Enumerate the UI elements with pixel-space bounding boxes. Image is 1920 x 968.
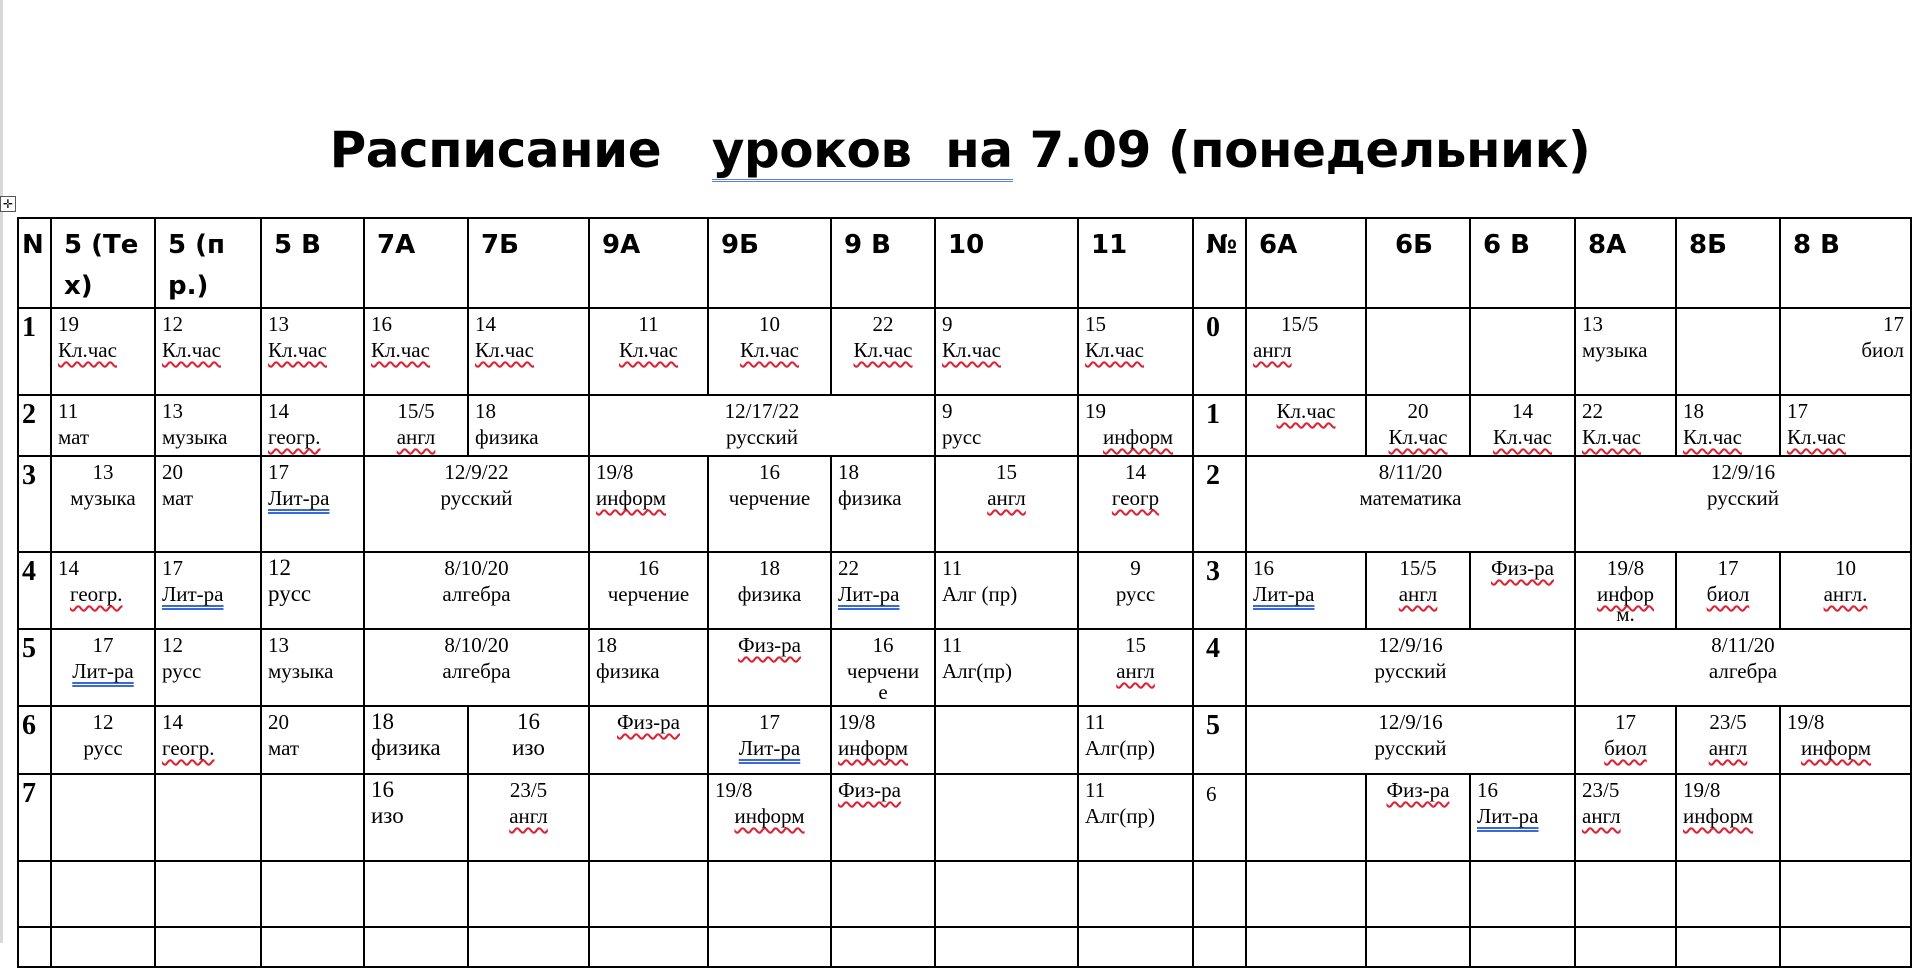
header-cell-6a: 6А — [1246, 218, 1366, 308]
table-row-empty — [18, 861, 1911, 927]
header-cell-8v: 8 В — [1780, 218, 1911, 308]
lesson-cell: 17 Кл.час — [1780, 395, 1911, 456]
table-row — [18, 395, 1911, 456]
lesson-cell: 23/5 англ — [1575, 774, 1676, 861]
lesson-number: 7 — [18, 774, 51, 861]
table-row-empty — [18, 927, 1911, 967]
lesson-cell: 18 физика — [468, 395, 589, 456]
lesson-number: 1 — [18, 308, 51, 395]
lesson-cell: 13 музыка — [155, 395, 261, 456]
header-cell-5-pr: 5 (пр.) — [155, 218, 261, 308]
lesson-cell: 16 Лит-ра — [1470, 774, 1575, 861]
lesson-cell: 9 русс — [935, 395, 1078, 456]
lesson-cell: 19/8 инфор м. — [1575, 552, 1676, 629]
lesson-cell: 9 русс — [1078, 552, 1193, 629]
lesson-cell: 16 черчение — [589, 552, 708, 629]
lesson-cell: 12 русс — [155, 629, 261, 706]
header-row — [18, 218, 1911, 308]
lesson-cell: 15/5 англ — [364, 395, 468, 456]
table-row — [18, 774, 1911, 861]
header-cell-6v: 6 В — [1470, 218, 1575, 308]
lesson-cell: 18 физика — [708, 552, 831, 629]
lesson-cell: 11 Кл.час — [589, 308, 708, 395]
header-cell-5-tech: 5 (Тех) — [51, 218, 155, 308]
lesson-number-right: 5 — [1193, 706, 1246, 774]
lesson-cell: 12 русс — [51, 706, 155, 774]
header-cell-9v: 9 В — [831, 218, 935, 308]
lesson-cell — [935, 774, 1078, 861]
lesson-cell: 19/8 информ — [708, 774, 831, 861]
lesson-number-right: 4 — [1193, 629, 1246, 706]
lesson-cell: 15/5 англ — [1366, 552, 1470, 629]
lesson-cell: 18 физика — [831, 456, 935, 552]
lesson-cell: 9 Кл.час — [935, 308, 1078, 395]
lesson-cell: Физ-ра — [589, 706, 708, 774]
title-part-2: уроков на — [712, 121, 1013, 182]
lesson-cell — [1246, 774, 1366, 861]
lesson-cell — [1470, 308, 1575, 395]
lesson-cell: 11 Алг(пр) — [1078, 774, 1193, 861]
lesson-cell: 23/5 англ — [468, 774, 589, 861]
lesson-cell: 14 геогр — [1078, 456, 1193, 552]
lesson-number: 3 — [18, 456, 51, 552]
lesson-cell: 19/8 информ — [589, 456, 708, 552]
lesson-cell: 10 Кл.час — [708, 308, 831, 395]
lesson-cell: Физ-ра — [1366, 774, 1470, 861]
header-cell-no: № — [1193, 218, 1246, 308]
lesson-cell-merged: 8/11/20 математика — [1246, 456, 1575, 552]
lesson-cell: 22 Лит-ра — [831, 552, 935, 629]
header-cell-10: 10 — [935, 218, 1078, 308]
lesson-cell: 12 Кл.час — [155, 308, 261, 395]
lesson-cell: 20 Кл.час — [1366, 395, 1470, 456]
lesson-cell: 18 физика — [589, 629, 708, 706]
table-row — [18, 706, 1911, 774]
lesson-number-right: 1 — [1193, 395, 1246, 456]
header-cell-11: 11 — [1078, 218, 1193, 308]
lesson-cell: 15 Кл.час — [1078, 308, 1193, 395]
lesson-cell: 23/5 англ — [1676, 706, 1780, 774]
lesson-cell: 12 русс — [261, 552, 364, 629]
lesson-cell: 11 Алг (пр) — [935, 552, 1078, 629]
lesson-cell: 16 изо — [364, 774, 468, 861]
header-cell-8a: 8А — [1575, 218, 1676, 308]
lesson-cell: 13 музыка — [1575, 308, 1676, 395]
lesson-cell-merged: 8/10/20 алгебра — [364, 629, 589, 706]
lesson-cell: Физ-ра — [1470, 552, 1575, 629]
lesson-cell: 17 биол — [1780, 308, 1911, 395]
lesson-cell — [261, 774, 364, 861]
lesson-cell: 11 Алг(пр) — [935, 629, 1078, 706]
lesson-cell: 13 музыка — [51, 456, 155, 552]
lesson-cell: 16 черчени е — [831, 629, 935, 706]
lesson-cell: 20 мат — [261, 706, 364, 774]
lesson-cell-merged: 8/10/20 алгебра — [364, 552, 589, 629]
lesson-cell: 15 англ — [1078, 629, 1193, 706]
lesson-cell: 19/8 информ — [1676, 774, 1780, 861]
lesson-cell: 17 Лит-ра — [51, 629, 155, 706]
lesson-cell: 13 Кл.час — [261, 308, 364, 395]
lesson-cell: 18 физика — [364, 706, 468, 774]
lesson-cell: 14 геогр. — [51, 552, 155, 629]
lesson-cell-merged: 12/9/16 русский — [1246, 629, 1575, 706]
schedule-table — [17, 217, 1912, 968]
lesson-number: 4 — [18, 552, 51, 629]
lesson-cell: Физ-ра — [831, 774, 935, 861]
lesson-number-right: 6 — [1193, 774, 1246, 861]
table-row — [18, 456, 1911, 552]
lesson-cell: 16 Лит-ра — [1246, 552, 1366, 629]
lesson-cell: 11 мат — [51, 395, 155, 456]
lesson-cell: 15/5 англ — [1246, 308, 1366, 395]
lesson-cell: Кл.час — [1246, 395, 1366, 456]
table-row — [18, 308, 1911, 395]
lesson-number: 2 — [18, 395, 51, 456]
lesson-cell: 19 Кл.час — [51, 308, 155, 395]
lesson-cell: 14 Кл.час — [1470, 395, 1575, 456]
lesson-cell: 14 Кл.час — [468, 308, 589, 395]
header-cell-n: N — [18, 218, 51, 308]
lesson-cell — [935, 706, 1078, 774]
lesson-number-right: 3 — [1193, 552, 1246, 629]
lesson-number-right: 2 — [1193, 456, 1246, 552]
lesson-cell-merged: 12/9/22 русский — [364, 456, 589, 552]
lesson-cell-merged: 8/11/20 алгебра — [1575, 629, 1911, 706]
lesson-cell — [1780, 774, 1911, 861]
lesson-cell: 18 Кл.час — [1676, 395, 1780, 456]
lesson-cell — [1366, 308, 1470, 395]
lesson-cell: 16 Кл.час — [364, 308, 468, 395]
table-row — [18, 629, 1911, 706]
header-cell-8b: 8Б — [1676, 218, 1780, 308]
header-cell-7b: 7Б — [468, 218, 589, 308]
lesson-cell: 19/8 информ — [1780, 706, 1911, 774]
lesson-cell-merged: 12/9/16 русский — [1246, 706, 1575, 774]
lesson-cell-merged: 12/17/22 русский — [589, 395, 935, 456]
lesson-cell: 22 Кл.час — [831, 308, 935, 395]
lesson-cell — [1676, 308, 1780, 395]
lesson-cell: 17 биол — [1575, 706, 1676, 774]
lesson-cell: 13 музыка — [261, 629, 364, 706]
table-move-handle-icon[interactable]: ✛ — [0, 196, 16, 212]
lesson-cell: 14 геогр. — [261, 395, 364, 456]
lesson-cell: 17 биол — [1676, 552, 1780, 629]
lesson-number: 6 — [18, 706, 51, 774]
lesson-cell: 16 черчение — [708, 456, 831, 552]
lesson-cell: 15 англ — [935, 456, 1078, 552]
lesson-cell: 20 мат — [155, 456, 261, 552]
lesson-cell: 22 Кл.час — [1575, 395, 1676, 456]
header-cell-5v: 5 В — [261, 218, 364, 308]
header-cell-6b: 6Б — [1366, 218, 1470, 308]
lesson-cell: 11 Алг(пр) — [1078, 706, 1193, 774]
title-part-1: Расписание — [329, 121, 712, 179]
lesson-cell: 17 Лит-ра — [708, 706, 831, 774]
lesson-cell: Физ-ра — [708, 629, 831, 706]
lesson-cell: 17 Лит-ра — [261, 456, 364, 552]
lesson-cell: 16 изо — [468, 706, 589, 774]
header-cell-9b: 9Б — [708, 218, 831, 308]
lesson-cell — [589, 774, 708, 861]
lesson-cell — [155, 774, 261, 861]
header-cell-7a: 7А — [364, 218, 468, 308]
title-part-3: 7.09 (понедельник) — [1012, 121, 1591, 179]
lesson-cell: 10 англ. — [1780, 552, 1911, 629]
lesson-number-right: 0 — [1193, 308, 1246, 395]
lesson-number: 5 — [18, 629, 51, 706]
page-title — [0, 115, 1920, 185]
table-row — [18, 552, 1911, 629]
lesson-cell-merged: 12/9/16 русский — [1575, 456, 1911, 552]
lesson-cell: 19/8 информ — [831, 706, 935, 774]
lesson-cell: 14 геогр. — [155, 706, 261, 774]
lesson-cell — [51, 774, 155, 861]
header-cell-9a: 9А — [589, 218, 708, 308]
lesson-cell: 17 Лит-ра — [155, 552, 261, 629]
lesson-cell: 19 информ — [1078, 395, 1193, 456]
